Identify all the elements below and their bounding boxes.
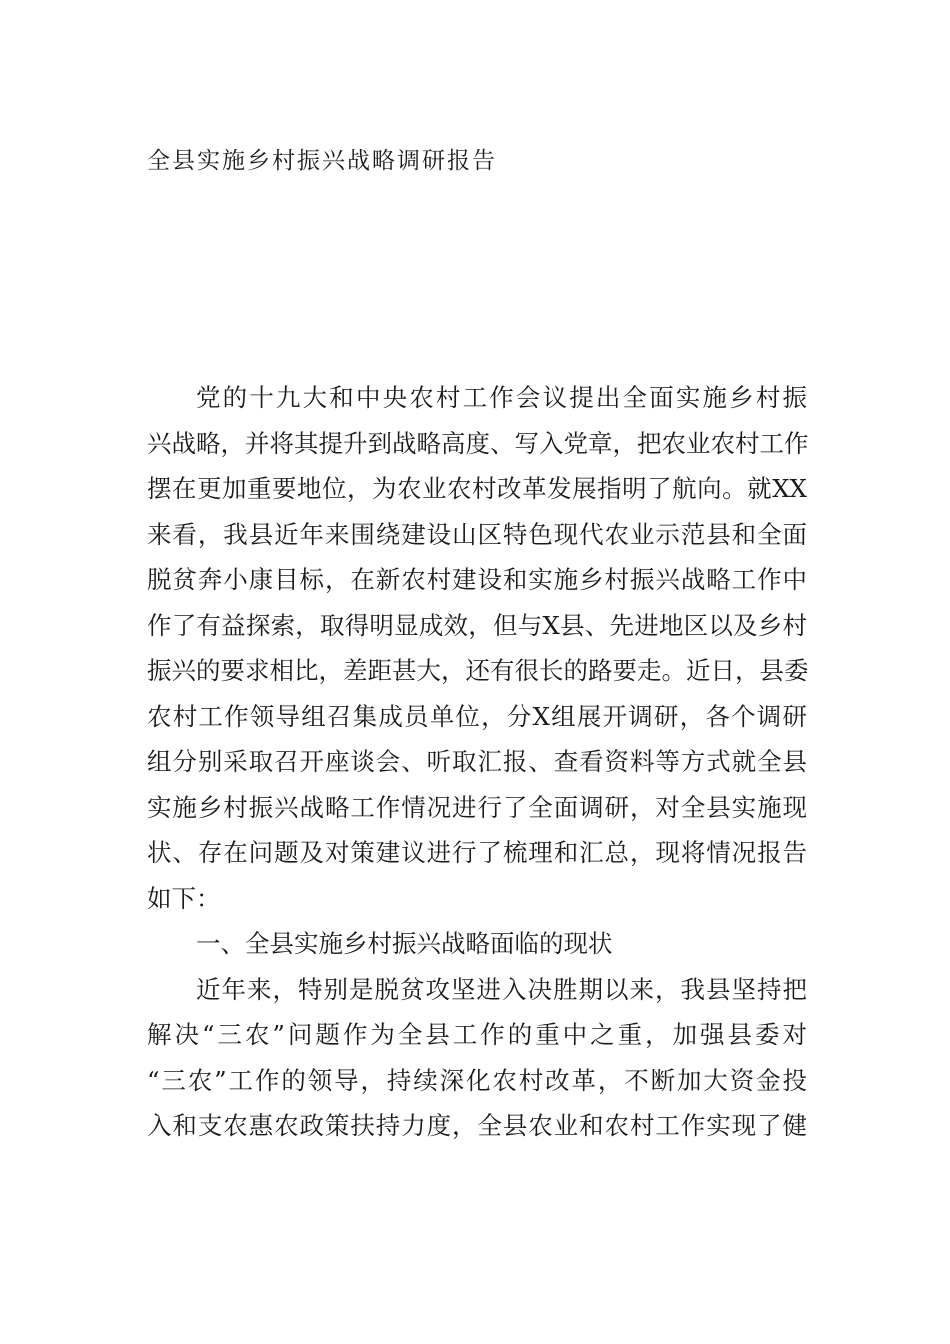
paragraph-line: 农村工作领导组召集成员单位，分X组展开调研，各个调研 xyxy=(147,701,807,731)
paragraph-line: 兴战略，并将其提升到战略高度、写入党章，把农业农村工作 xyxy=(147,428,809,458)
paragraph-line: 解决“三农”问题作为全县工作的重中之重，加强县委对 xyxy=(147,1020,807,1049)
paragraph-line: 入和支农惠农政策扶持力度，全县农业和农村工作实现了健 xyxy=(147,1111,807,1140)
section-heading: 一、全县实施乡村振兴战略面临的现状 xyxy=(196,929,613,958)
paragraph-line: 如下： xyxy=(147,883,221,913)
document-body xyxy=(147,375,807,1149)
paragraph-line: 来看，我县近年来围绕建设山区特色现代农业示范县和全面 xyxy=(147,519,807,549)
paragraph-line: 近年来，特别是脱贫攻坚进入决胜期以来，我县坚持把 xyxy=(196,974,807,1004)
paragraph-line: “三农”工作的领导，持续深化农村改革，不断加大资金投 xyxy=(147,1065,807,1095)
paragraph-line: 作了有益探索，取得明显成效，但与X县、先进地区以及乡村 xyxy=(147,610,807,640)
paragraph-line: 实施乡村振兴战略工作情况进行了全面调研，对全县实施现 xyxy=(147,792,807,822)
paragraph-line: 状、存在问题及对策建议进行了梳理和汇总，现将情况报告 xyxy=(147,838,807,867)
paragraph-line: 组分别采取召开座谈会、听取汇报、查看资料等方式就全县 xyxy=(147,747,807,776)
paragraph-line: 党的十九大和中央农村工作会议提出全面实施乡村振 xyxy=(196,383,807,412)
paragraph-line: 振兴的要求相比，差距甚大，还有很长的路要走。近日，县委 xyxy=(147,656,809,685)
document-title: 全县实施乡村振兴战略调研报告 xyxy=(147,148,497,174)
paragraph-line: 摆在更加重要地位，为农业农村改革发展指明了航向。就XX xyxy=(147,474,807,503)
paragraph-line: 脱贫奔小康目标，在新农村建设和实施乡村振兴战略工作中 xyxy=(147,565,807,594)
